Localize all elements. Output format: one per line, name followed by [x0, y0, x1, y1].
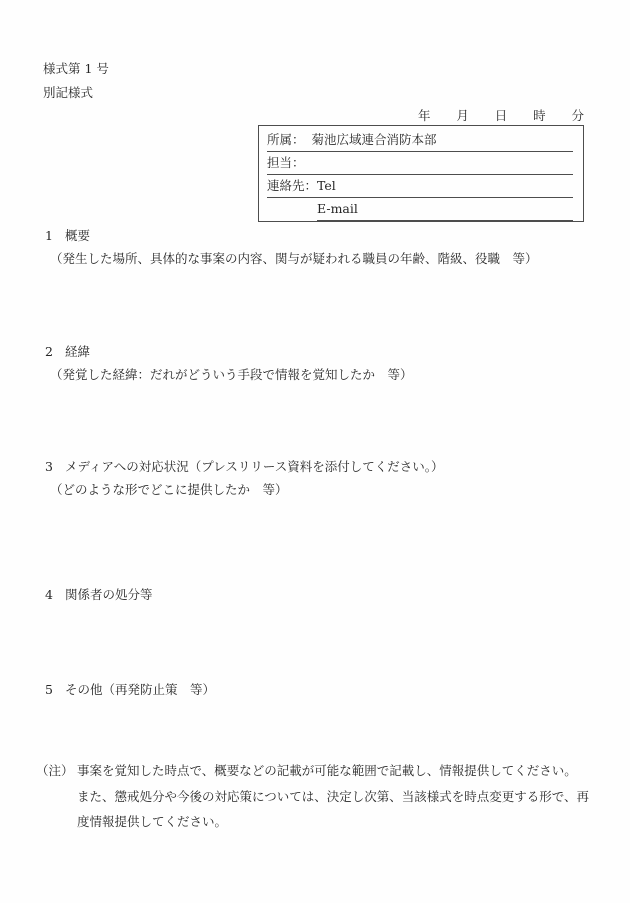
datetime-line: [418, 104, 584, 127]
section-number: 5: [45, 682, 53, 697]
section-number: 3: [45, 459, 53, 474]
footnote-line: また、懲戒処分や今後の対応策については、決定し次第、当該様式を時点変更する形で、再: [77, 788, 590, 804]
contact-row-affiliation: [267, 129, 573, 152]
contact-box: [258, 125, 584, 222]
section-hint: （発生した場所、具体的な事案の内容、関与が疑われる職員の年齢、階級、役職 等）: [50, 251, 538, 266]
section-title: メディアへの対応状況（プレスリリース資料を添付してください。）: [64, 459, 444, 474]
contact-row-email: [317, 198, 573, 221]
contact-row-tel: [267, 175, 573, 198]
affiliation-value: 菊池広域連合消防本部: [311, 132, 437, 147]
section-heading: [45, 455, 443, 478]
section-other: [45, 678, 215, 701]
section-title: 経緯: [64, 344, 90, 359]
section-overview: [45, 224, 538, 270]
section-number: 2: [45, 344, 53, 359]
datetime-year-label: 年: [418, 108, 431, 123]
datetime-month-label: 月: [456, 108, 469, 123]
footnote: [36, 758, 589, 835]
section-title: 関係者の処分等: [64, 587, 153, 602]
footnote-label: （注）: [36, 763, 74, 778]
section-hint: （どのような形でどこに提供したか 等）: [50, 482, 288, 497]
contact-row-person: [267, 152, 573, 175]
section-heading: [45, 583, 152, 606]
datetime-day-label: 日: [494, 108, 508, 123]
section-disciplinary-action: [45, 583, 152, 606]
footnote-line: 事案を覚知した時点で、概要などの記載が可能な範囲で記載し、情報提供してください。: [77, 763, 577, 778]
person-label: 担当：: [267, 155, 305, 170]
affiliation-label: 所属：: [267, 132, 305, 147]
footnote-text: [77, 758, 589, 835]
form-type: 別記様式: [43, 85, 94, 100]
title-block: [43, 57, 109, 105]
section-media-response: [45, 455, 443, 501]
email-label: E-mail: [317, 201, 358, 216]
section-title: その他（再発防止策 等）: [64, 682, 215, 697]
section-heading: [45, 678, 215, 701]
section-heading: [45, 340, 413, 363]
section-heading: [45, 224, 538, 247]
section-title: 概要: [64, 228, 90, 243]
form-number: 様式第 1 号: [43, 61, 109, 76]
footnote-line: 度情報提供してください。: [77, 814, 228, 829]
section-hint: （発覚した経緯：だれがどういう手段で情報を覚知したか 等）: [50, 367, 413, 382]
contact-label: 連絡先：: [267, 178, 318, 193]
tel-label: Tel: [317, 178, 336, 193]
section-number: 1: [45, 228, 53, 243]
datetime-hour-label: 時: [533, 108, 546, 123]
section-background: [45, 340, 413, 386]
datetime-minute-label: 分: [571, 108, 584, 123]
section-number: 4: [45, 587, 53, 602]
